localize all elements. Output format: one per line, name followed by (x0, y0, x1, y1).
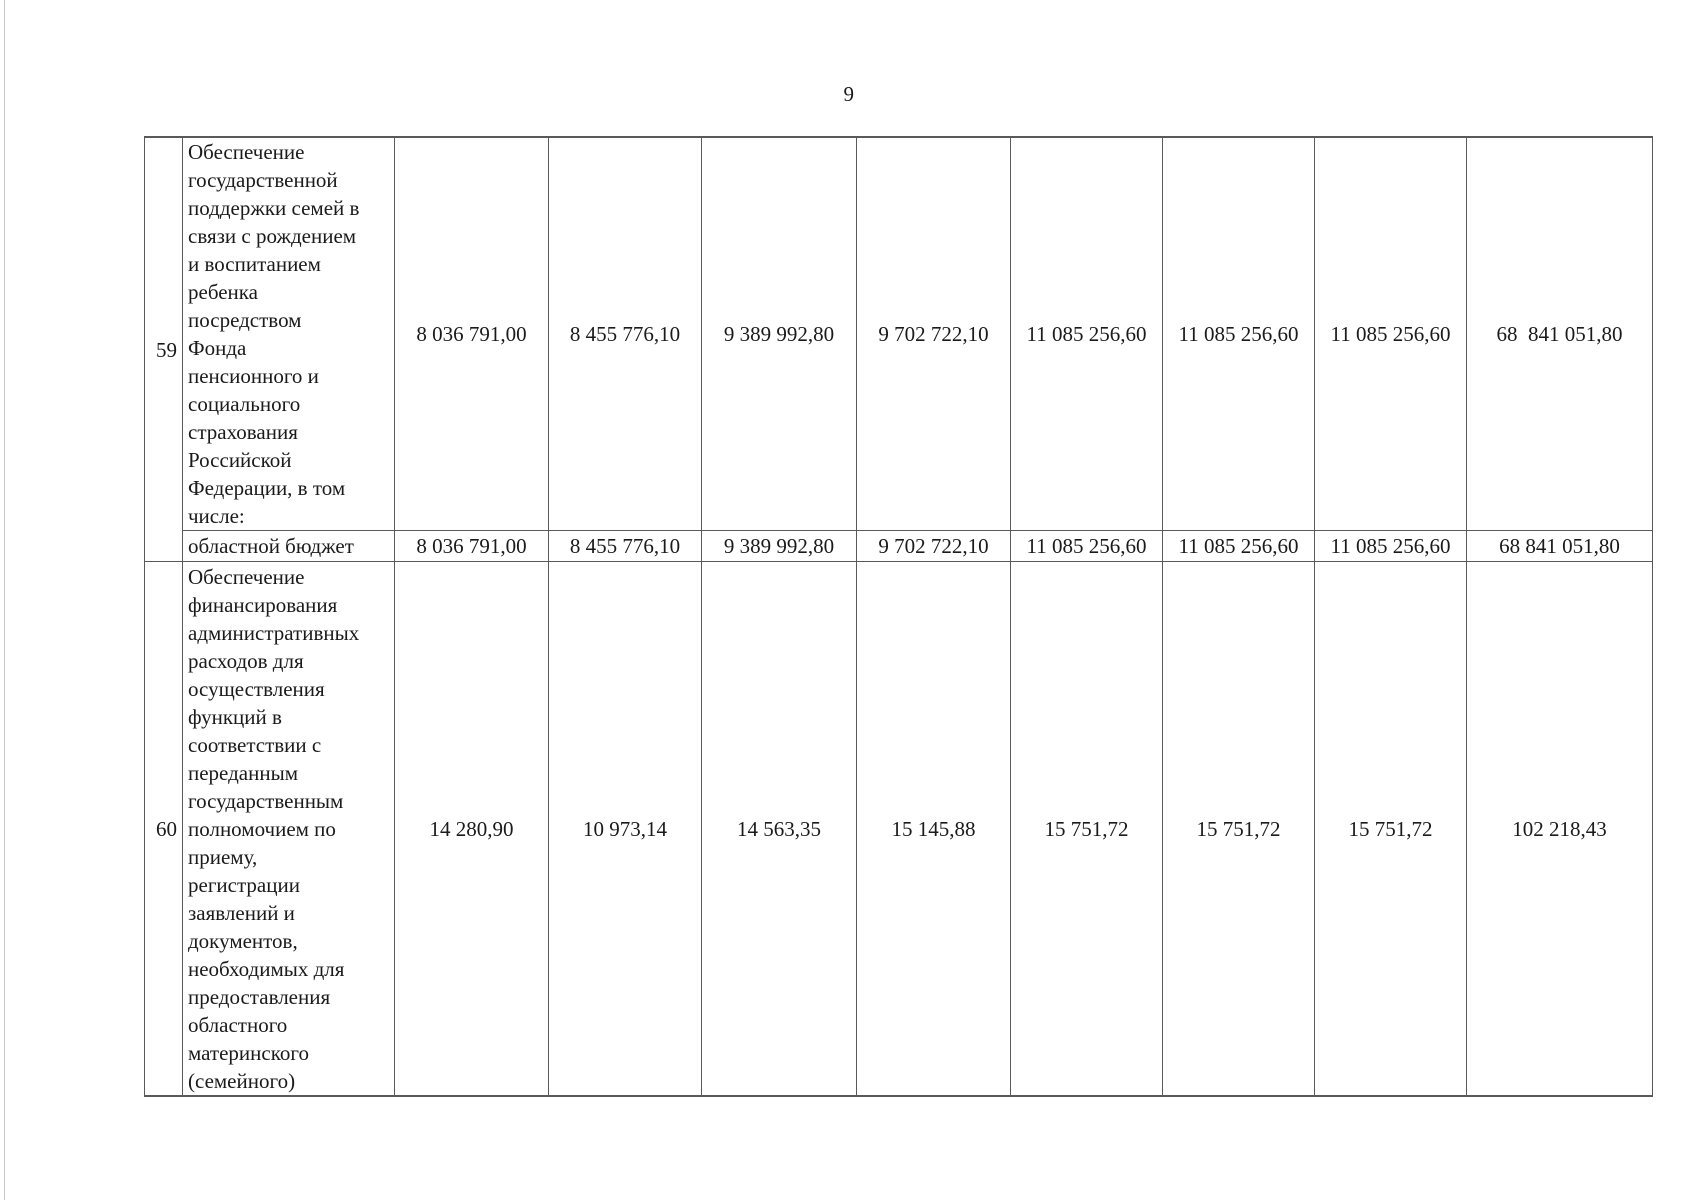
table-subrow (145, 531, 1653, 562)
budget-table (144, 136, 1653, 1097)
row-name-line: ребенка (188, 280, 258, 304)
value-cell: 15 751,72 (1011, 562, 1163, 1097)
row-name-line: необходимых для (188, 956, 345, 981)
value-cell: 14 280,90 (395, 562, 549, 1097)
row-name-line: административных (188, 620, 360, 645)
row-name-cell (183, 562, 395, 1097)
value-cell: 9 389 992,80 (702, 531, 857, 562)
page-number: 9 (843, 82, 855, 106)
row-name-line: полномочием по (188, 816, 336, 841)
row-name-line: Федерации, в том (188, 476, 346, 500)
subrow-name: областной бюджет (183, 531, 395, 562)
value-cell: 9 702 722,10 (857, 531, 1011, 562)
row-name-line: Фонда (188, 336, 247, 360)
total-value-cell: 68 841 051,80 (1467, 137, 1653, 531)
row-name-line: функций в (188, 704, 282, 729)
row-name-line: регистрации (188, 872, 300, 897)
row-name-line: предоставления (188, 984, 331, 1009)
value-cell: 15 145,88 (857, 562, 1011, 1097)
value-cell: 11 085 256,60 (1315, 531, 1467, 562)
row-name-line: областного (188, 1012, 288, 1037)
row-name-line: финансирования (188, 592, 338, 617)
row-name-line: Обеспечение (188, 564, 305, 589)
row-name-line: Обеспечение (188, 140, 305, 164)
row-name-line: пенсионного и (188, 364, 319, 388)
page-edge-line (4, 0, 5, 1200)
row-name-line: документов, (188, 928, 298, 953)
value-cell: 11 085 256,60 (1163, 531, 1315, 562)
row-number: 60 (156, 816, 177, 841)
row-name-line: числе: (188, 504, 245, 528)
value-cell: 11 085 256,60 (1315, 137, 1467, 531)
row-name-line: переданным (188, 760, 298, 785)
row-name-line: страхования (188, 420, 298, 444)
row-number-cell (145, 137, 183, 562)
value-cell: 11 085 256,60 (1011, 531, 1163, 562)
value-cell: 10 973,14 (549, 562, 702, 1097)
total-value-cell: 68 841 051,80 (1467, 531, 1653, 562)
value-cell: 11 085 256,60 (1163, 137, 1315, 531)
value-cell: 8 036 791,00 (395, 137, 549, 531)
value-cell: 11 085 256,60 (1011, 137, 1163, 531)
row-name-line: поддержки семей в (188, 196, 360, 220)
row-name-line: связи с рождением (188, 224, 357, 248)
value-cell: 15 751,72 (1315, 562, 1467, 1097)
row-name-line: и воспитанием (188, 252, 321, 276)
row-name-line: расходов для (188, 648, 304, 673)
value-cell: 9 702 722,10 (857, 137, 1011, 531)
value-cell: 8 455 776,10 (549, 137, 702, 531)
row-name-line: государственным (188, 788, 344, 813)
total-value-cell: 102 218,43 (1467, 562, 1653, 1097)
row-name-cell (183, 137, 395, 531)
value-cell: 15 751,72 (1163, 562, 1315, 1097)
row-name-line: Российской (188, 448, 292, 472)
table-row (145, 562, 1653, 1097)
row-name-line: государственной (188, 168, 338, 192)
value-cell: 9 389 992,80 (702, 137, 857, 531)
row-name-line: соответствии с (188, 732, 322, 757)
row-number-cell (145, 562, 183, 1097)
row-name-line: заявлений и (188, 900, 295, 925)
row-name-line: приему, (188, 844, 258, 869)
value-cell: 8 036 791,00 (395, 531, 549, 562)
value-cell: 8 455 776,10 (549, 531, 702, 562)
row-name-line: (семейного) (188, 1068, 296, 1093)
row-name-line: социального (188, 392, 301, 416)
value-cell: 14 563,35 (702, 562, 857, 1097)
row-name-line: материнского (188, 1040, 309, 1065)
table-row (145, 137, 1653, 531)
row-number: 59 (156, 337, 177, 362)
row-name-line: осуществления (188, 676, 325, 701)
row-name-line: посредством (188, 308, 302, 332)
